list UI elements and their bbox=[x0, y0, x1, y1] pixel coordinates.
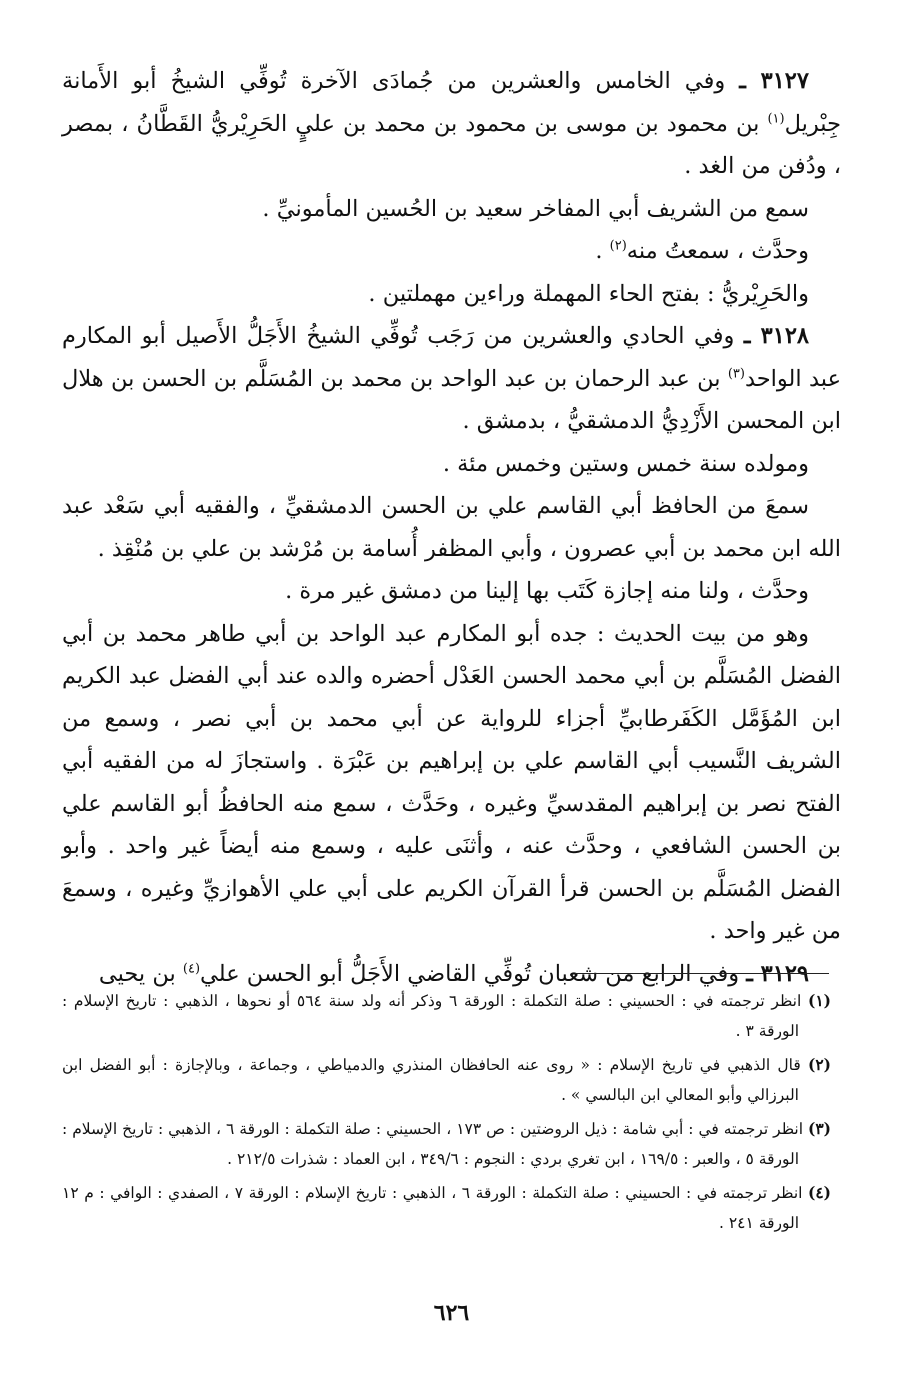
paragraph-text: سمع من الشريف أبي المفاخر سعيد بن الحُسين المأمونيِّ . bbox=[262, 195, 809, 222]
entry-number: ٣١٢٩ ـ bbox=[746, 960, 809, 987]
paragraph-text: وهو من بيت الحديث : جده أبو المكارم عبد الواحد بن أبي طاهر محمد بن أبي الفضل المُسَلَّم بن أبي محمد الحسن العَدْل أحضره والده عند أبي الفضل عبد الكريم ابن المُؤَمَّل الكَفَرطابيِّ أجزاء للرواية عن أبي محمد بن أبي نصر ، وسمع من الشريف النَّسيب أبي القاسم علي بن إبراهيم بن عَبْرَة . واستجازَ له من الفقيه أبي الفتح نصر بن إبراهيم المقدسيِّ وغيره ، وحَدَّث ، سمع منه الحافظُ أبو القاسم علي بن الحسن الشافعي ، وحدَّث عنه ، وأثنَى عليه ، وسمع منه أيضاً غير واحد . وأبو الفضل المُسَلَّم بن الحسن قرأ القرآن الكريم على أبي علي الأهوازيِّ وغيره ، وسمعَ من غير واحد . bbox=[62, 620, 841, 944]
paragraph-text: بن يحيى bbox=[98, 960, 183, 987]
entry-paragraph bbox=[62, 60, 841, 188]
footnote-item bbox=[62, 1050, 831, 1110]
paragraph-text: بن محمود بن موسى بن محمود بن محمد بن عليٍ الحَرِيْريُّ القَطَّانُ ، بمصر ، ودُفن من الغد . bbox=[62, 110, 841, 179]
footnote-text: انظر ترجمته في : الحسيني : صلة التكملة : الورقة ٦ ، الذهبي : تاريخ الإسلام : الورقة ٧ ، الصفدي : الوافي : م ١٢ الورقة ٢٤١ . bbox=[62, 1184, 808, 1232]
paragraph-text: وفي الرابع من شعبان تُوفِّي القاضي الأَجَلُّ أبو الحسن علي bbox=[200, 960, 747, 987]
paragraph-text: وحدَّث ، سمعتُ منه bbox=[626, 238, 809, 264]
footnote-text: قال الذهبي في تاريخ الإسلام : « روى عنه الحافظان المنذري والدمياطي ، وجماعة ، وبالإجازة : أبو الفضل ابن البرزالي وأبو المعالي ابن البالسي » . bbox=[62, 1056, 808, 1104]
entry-paragraph bbox=[62, 188, 841, 231]
footnote-item bbox=[62, 986, 831, 1046]
footnote-divider bbox=[575, 973, 829, 974]
paragraph-text: والحَرِيْريُّ : بفتح الحاء المهملة وراءين مهملتين . bbox=[368, 280, 809, 307]
paragraph-text: بن عبد الرحمان بن عبد الواحد بن محمد بن المُسَلَّم بن الحسن بن هلال ابن المحسن الأَزْدِيُّ الدمشقيُّ ، بدمشق . bbox=[62, 365, 841, 434]
entry-number: ٣١٢٧ ـ bbox=[739, 68, 809, 94]
footnote-item bbox=[62, 1114, 831, 1174]
entry-paragraph bbox=[62, 443, 841, 486]
entry-paragraph bbox=[62, 315, 841, 443]
page-number: ٦٢٦ bbox=[433, 1300, 470, 1326]
footnote-number: (٢) bbox=[807, 1055, 831, 1074]
footnotes bbox=[62, 986, 831, 1242]
entry-number: ٣١٢٨ ـ bbox=[743, 323, 809, 349]
footnote-number: (٤) bbox=[807, 1183, 831, 1202]
footnote-ref[interactable]: (٢) bbox=[609, 238, 627, 254]
footnote-ref[interactable]: (٤) bbox=[182, 961, 201, 976]
paragraph-text: . bbox=[595, 238, 610, 264]
entry-paragraph bbox=[62, 273, 841, 316]
main-text bbox=[62, 60, 841, 995]
entry-paragraph bbox=[62, 570, 841, 613]
footnote-text: انظر ترجمته في : أبي شامة : ذيل الروضتين : ص ١٧٣ ، الحسيني : صلة التكملة : الورقة ٦ ، الذهبي : تاريخ الإسلام : الورقة ٥ ، والعبر : ١٦٩/٥ ، ابن تغري بردي : النجوم : ٣٤٩/٦ ، ابن العماد : شذرات ٢١٢/٥ . bbox=[62, 1120, 808, 1168]
paragraph-text: سمعَ من الحافظ أبي القاسم علي بن الحسن الدمشقيِّ ، والفقيه أبي سَعْد عبد الله ابن محمد بن أبي عصرون ، وأبي المظفر أُسامة بن مُرْشد بن علي بن مُنْقِذ . bbox=[62, 493, 841, 562]
footnote-item bbox=[62, 1178, 831, 1238]
footnote-text: انظر ترجمته في : الحسيني : صلة التكملة : الورقة ٦ وذكر أنه ولد سنة ٥٦٤ أو نحوها ، الذهبي : تاريخ الإسلام : الورقة ٣ . bbox=[62, 992, 808, 1040]
paragraph-text: وفي الحادي والعشرين من رَجَب تُوفِّي الشيخُ الأَجَلُّ الأَصيل أبو المكارم عبد الواحد bbox=[62, 323, 841, 392]
footnote-number: (٣) bbox=[808, 1119, 832, 1138]
paragraph-text: وفي الخامس والعشرين من جُمادَى الآخرة تُوفِّي الشيخُ أبو الأَمانة جِبْريل bbox=[62, 68, 841, 137]
footnote-number: (١) bbox=[808, 991, 832, 1010]
paragraph-text: وحدَّث ، ولنا منه إجازة كَتَب بها إلينا من دمشق غير مرة . bbox=[285, 578, 809, 604]
footnote-ref[interactable]: (٣) bbox=[727, 366, 745, 381]
entry-paragraph bbox=[62, 613, 841, 953]
paragraph-text: ومولده سنة خمس وستين وخمس مئة . bbox=[442, 450, 809, 477]
footnote-ref[interactable]: (١) bbox=[767, 111, 785, 126]
entry-paragraph bbox=[62, 485, 841, 570]
entry-paragraph bbox=[62, 230, 841, 273]
